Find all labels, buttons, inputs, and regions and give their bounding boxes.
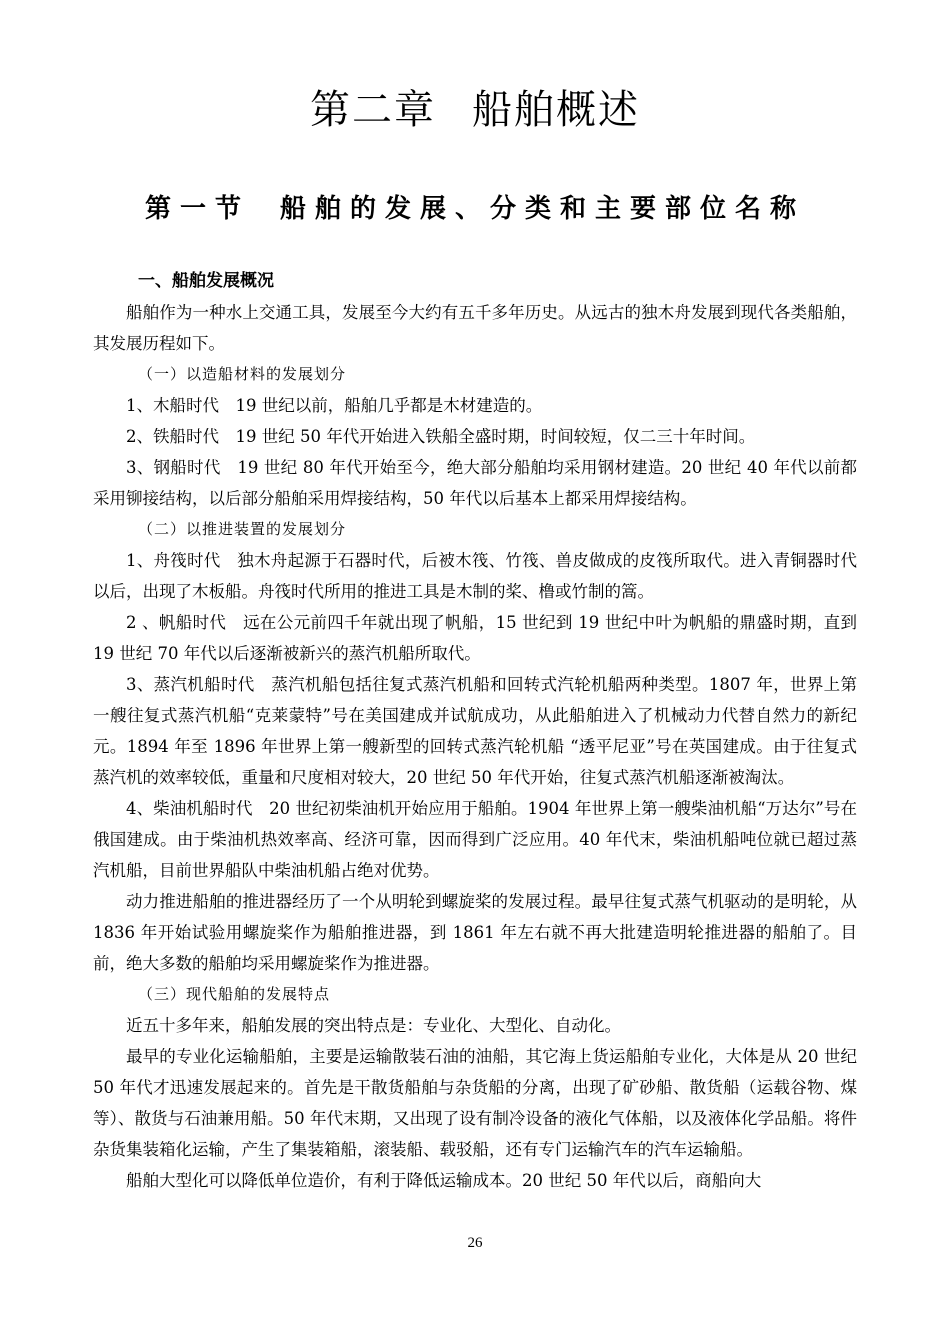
- chapter-number: 第二章: [310, 87, 436, 133]
- paragraph: 动力推进船舶的推进器经历了一个从明轮到螺旋桨的发展过程。最早往复式蒸气机驱动的是明轮，从 1836 年开始试验用螺旋桨作为船舶推进器，到 1861 年左右就不再大批建造明轮推进器的船舶了。目前，绝大多数的船舶均采用螺旋桨作为推进器。: [93, 892, 857, 973]
- body-text: [93, 266, 857, 1196]
- subheading: （二）以推进装置的发展划分: [138, 520, 347, 538]
- section-name: 船舶的发展、分类和主要部位名称: [280, 194, 806, 224]
- paragraph: 船舶作为一种水上交通工具，发展至今大约有五千多年历史。从远古的独木舟发展到现代各类船舶，其发展历程如下。: [93, 303, 857, 353]
- paragraph: 1、木船时代 19 世纪以前，船舶几乎都是木材建造的。: [126, 396, 543, 415]
- page-number: 26: [467, 1235, 483, 1251]
- paragraph: 近五十多年来，船舶发展的突出特点是：专业化、大型化、自动化。: [126, 1016, 621, 1035]
- heading: 一、船舶发展概况: [138, 271, 274, 291]
- section-label: 第一节: [144, 194, 250, 224]
- chapter-name: 船舶概述: [472, 87, 640, 133]
- subheading: （一）以造船材料的发展划分: [138, 365, 347, 383]
- paragraph: 2、铁船时代 19 世纪 50 年代开始进入铁船全盛时期，时间较短，仅二三十年时间。: [126, 427, 756, 446]
- section-title: [0, 188, 950, 225]
- subheading: （三）现代船舶的发展特点: [138, 985, 331, 1003]
- paragraph: 最早的专业化运输船舶，主要是运输散装石油的油船，其它海上货运船舶专业化，大体是从 20 世纪 50 年代才迅速发展起来的。首先是干散货船舶与杂货船的分离，出现了矿砂船、散货船（运载谷物、煤等）、散货与石油兼用船。50 年代末期，又出现了设有制冷设备的液化气体船，以及液体化学品船。将件杂货集装箱化运输，产生了集装箱船，滚装船、载驳船，还有专门运输汽车的汽车运输船。: [93, 1047, 857, 1159]
- paragraph: 2 、帆船时代 远在公元前四千年就出现了帆船，15 世纪到 19 世纪中叶为帆船的鼎盛时期，直到 19 世纪 70 年代以后逐渐被新兴的蒸汽机船所取代。: [93, 613, 857, 663]
- paragraph: 4、柴油机船时代 20 世纪初柴油机开始应用于船舶。1904 年世界上第一艘柴油机船“万达尔”号在俄国建成。由于柴油机热效率高、经济可靠，因而得到广泛应用。40 年代末，柴油机船吨位就已超过蒸汽机船，目前世界船队中柴油机船占绝对优势。: [93, 799, 857, 880]
- paragraph: 船舶大型化可以降低单位造价，有利于降低运输成本。20 世纪 50 年代以后，商船向大: [126, 1171, 762, 1190]
- paragraph: 3、蒸汽机船时代 蒸汽机船包括往复式蒸汽机船和回转式汽轮机船两种类型。1807 年，世界上第一艘往复式蒸汽机船“克莱蒙特”号在美国建成并试航成功，从此船舶进入了机械动力代替自然力的新纪元。1894 年至 1896 年世界上第一艘新型的回转式蒸汽轮机船 “透平尼亚”号在英国建成。由于往复式蒸汽机的效率较低，重量和尺度相对较大，20 世纪 50 年代开始，往复式蒸汽机船逐渐被淘汰。: [93, 675, 857, 787]
- paragraph: 1、舟筏时代 独木舟起源于石器时代，后被木筏、竹筏、兽皮做成的皮筏所取代。进入青铜器时代以后，出现了木板船。舟筏时代所用的推进工具是木制的桨、橹或竹制的篙。: [93, 551, 857, 601]
- paragraph: 3、钢船时代 19 世纪 80 年代开始至今，绝大部分船舶均采用钢材建造。20 世纪 40 年代以前都采用铆接结构，以后部分船舶采用焊接结构，50 年代以后基本上都采用焊接结构。: [93, 458, 857, 508]
- chapter-title: [0, 78, 950, 135]
